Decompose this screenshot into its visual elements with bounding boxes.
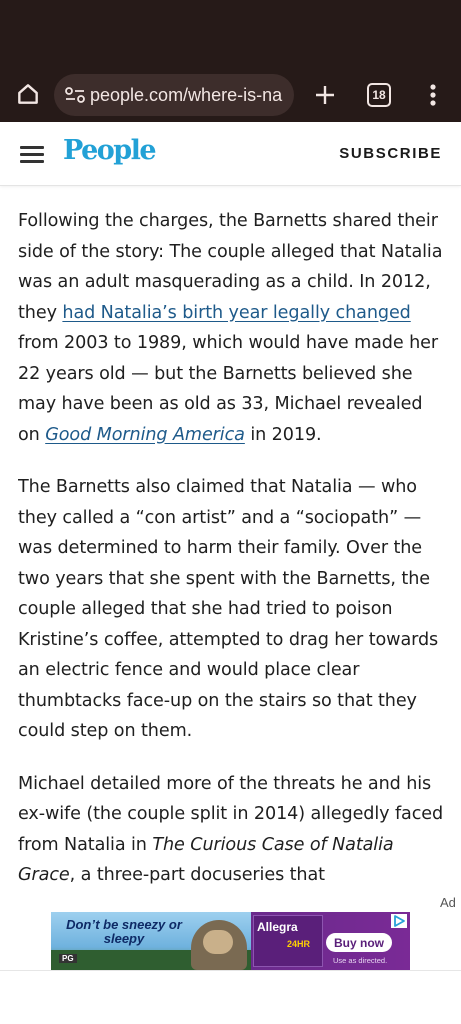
hamburger-menu-icon[interactable] (20, 146, 44, 164)
article-paragraph: The Barnetts also claimed that Natalia — who they called a “con artist” and a “sociopath” — was determined to harm their family. Over the two years that she spent with the Barnetts, the couple alleged that she had tried to poison Kristine’s coffee, attempted to drag her towards an electric fence and would place clear thumbtacks face-up on the stairs so that they could step on them. (18, 477, 439, 741)
ad-disclaimer: Use as directed. (333, 956, 388, 965)
browser-toolbar (0, 68, 461, 122)
plus-icon (314, 84, 336, 106)
ad-duration: 24HR (287, 939, 311, 949)
address-bar[interactable] (54, 74, 294, 116)
ad-rating-badge: PG (59, 954, 77, 963)
tab-switcher-button[interactable] (367, 83, 391, 107)
site-info-icon[interactable] (64, 85, 86, 105)
birth-year-link[interactable]: had Natalia’s birth year legally changed (62, 302, 411, 323)
ad-buy-now-button[interactable]: Buy now (326, 933, 392, 952)
url-text[interactable]: people.com/where-is-na (90, 85, 283, 105)
site-header (0, 122, 461, 186)
subscribe-button[interactable]: SUBSCRIBE (339, 145, 442, 162)
home-icon (15, 81, 41, 107)
docuseries-title: The Curious Case of Natalia Grace (18, 834, 394, 885)
ad-label: Ad (440, 895, 456, 910)
article-body (18, 206, 448, 900)
ad-banner[interactable] (51, 912, 410, 970)
status-bar (0, 0, 461, 68)
gma-link[interactable]: Good Morning America (45, 424, 245, 445)
ad-choices-icon[interactable] (391, 914, 407, 928)
article-paragraph: Michael detailed more of the threats he and his ex-wife (the couple split in 2014) allegedly faced from Natalia in The Curious Case of Natalia Grace, a three-part docuseries that (18, 773, 444, 885)
ad-character-face (203, 930, 233, 954)
article-paragraph: Following the charges, the Barnetts shared their side of the story: The couple alleged that Natalia was an adult masquerading as a child. In 2012, they had Natalia’s birth year legally changed from 2003 to 1989, which would have made her 22 years old — but the Barnetts believed she may have been as old as 33, Michael revealed on Good Morning America in 2019. (18, 211, 443, 445)
home-button[interactable] (13, 79, 43, 109)
more-vert-icon (429, 83, 437, 107)
tab-count: 18 (372, 88, 386, 102)
ad-brand: Allegra (257, 920, 298, 934)
browser-menu-button[interactable] (420, 78, 446, 112)
new-tab-button[interactable] (308, 78, 342, 112)
people-logo[interactable]: People (63, 135, 156, 166)
ad-headline: Don’t be sneezy or sleepy (66, 917, 182, 946)
bottom-divider (0, 970, 461, 971)
